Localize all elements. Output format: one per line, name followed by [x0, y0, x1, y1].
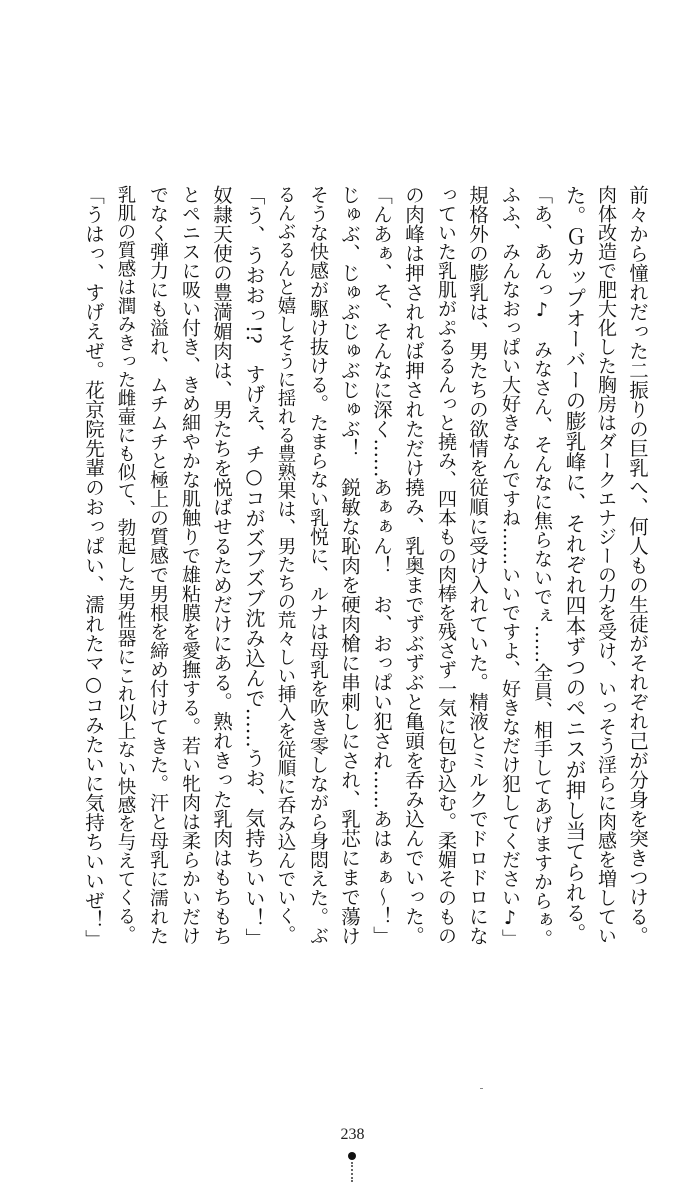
text-line: の肉峰は押されれば押されただけ撓み、乳奥までずぶずぶと亀頭を呑み込んでいった。: [402, 185, 425, 946]
text-line: 「うはっ、すげえぜ。花京院先輩のおっぱい、濡れたマ○コみたいに気持ちいいぜ！」: [82, 185, 105, 949]
text-line: るんぶるんと嬉しそうに揺れる豊熟果は、男たちの荒々しい挿入を従順に呑み込んでいく。: [275, 185, 296, 944]
page-marker-dot-icon: [348, 1152, 356, 1160]
text-line: た。Ｇカップオーバーの膨乳峰に、それぞれ四本ずつのペニスが押し当てられる。: [562, 185, 586, 944]
text-line: とペニスに吸い付き、きめ細やかな肌触りで雄粘膜を愛撫する。若い牝肉は柔らかいだけ: [179, 185, 201, 945]
text-line: 規格外の膨乳は、男たちの欲情を従順に受け入れていた。精液とミルクでドロドロにな: [466, 185, 489, 946]
body-text: [70, 185, 650, 955]
text-line: 乳肌の質感は潤みきった雌壷にも似て、勃起した男性器にこれ以上ない快感を与えてくる。: [115, 185, 136, 944]
text-line: ふふ、みんなおっぱい大好きなんですね……いいですよ、好きなだけ犯してください♪」: [499, 185, 521, 948]
page-marker-tail: [351, 1162, 353, 1182]
text-line: じゅぶ、じゅぶじゅぶじゅぶ！ 鋭敏な恥肉を硬肉槍に串刺しにされ、乳芯にまで蕩け: [338, 185, 361, 946]
text-line: 奴隷天使の豊満媚肉は、男たちを悦ばせるためだけにある。熟れきった乳肉はもちもち: [210, 185, 233, 946]
text-line: 肉体改造で肥大化した胸房はダークエナジーの力を受け、いっそう淫らに肉感を増してい: [595, 185, 617, 945]
text-line: 「んあぁ、そ、そんなに深く……あぁぁん！ お、おっぱい犯され……あはぁぁ～！」: [370, 185, 393, 946]
text-line: 「う、うおおっ!? すげえ、チ○コがズブズブ沈み込んで……うお、気持ちいい！」: [242, 185, 266, 948]
scan-speck: [480, 1088, 483, 1089]
text-line: そうな快感が駆け抜ける。たまらない乳悦に、ルナは母乳を吹き零しながら身悶えた。ぶ: [307, 185, 329, 945]
text-line: 「あ、あんっ♪ みなさん、そんなに焦らないでぇ……全員、相手してあげますからぁ。: [531, 185, 553, 948]
page-number: 238: [340, 1126, 365, 1143]
text-line: でなく弾力にも溢れ、ムチムチと極上の質感で男根を締め付けてきた。汗と母乳に濡れた: [147, 185, 169, 945]
text-line: っていた乳肌がぷるるんっと撓み、四本もの肉棒を残さず一気に包む込む。柔媚そのもの: [435, 185, 457, 945]
text-line: 前々から憧れだった二振りの巨乳へ、何人もの生徒がそれぞれ己が分身を突きつける。: [626, 185, 649, 946]
